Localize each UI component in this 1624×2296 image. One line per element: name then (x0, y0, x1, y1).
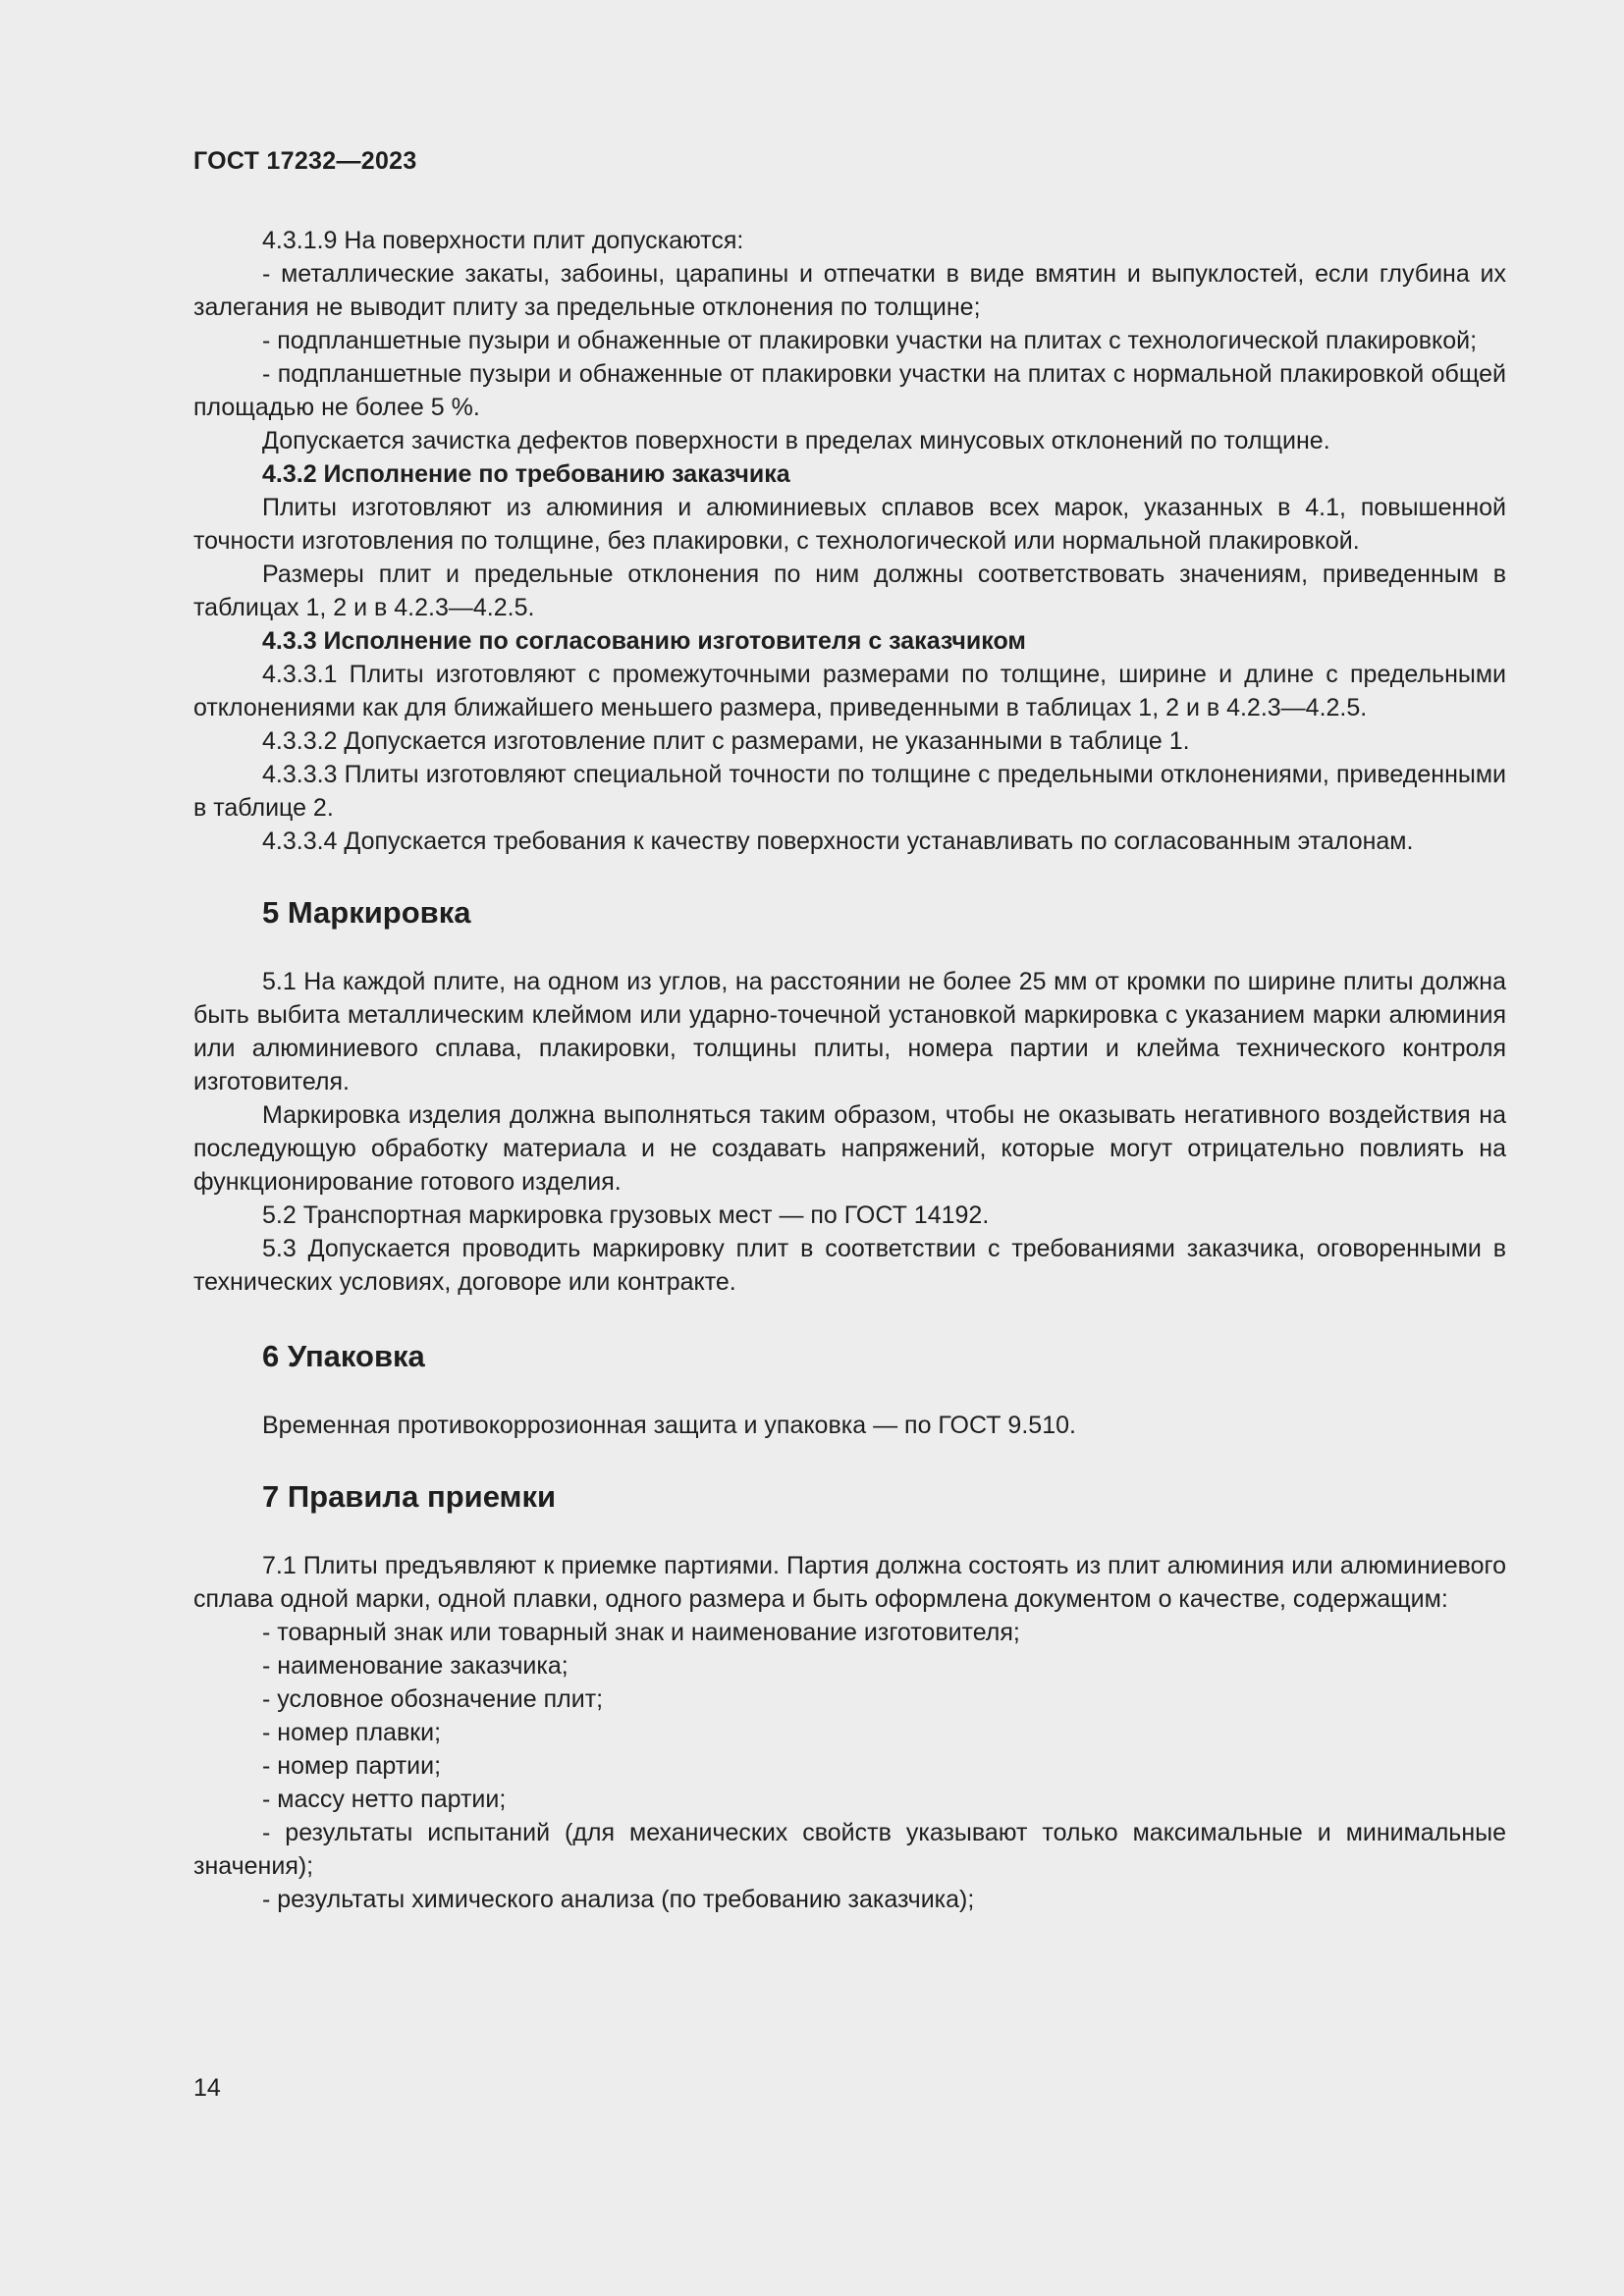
paragraph-4-3-3-1: 4.3.3.1 Плиты изготовляют с промежуточными размерами по толщине, ширине и длине с предельными отклонениями как для ближайшего меньшего размера, приведенными в таблицах 1, 2 и в 4.2.3—4.2.5. (193, 661, 1506, 721)
quality-document-list (193, 1616, 1506, 1916)
list-item: - металлические закаты, забоины, царапины и отпечатки в виде вмятин и выпуклостей, если глубина их залегания не выводит плиту за предельные отклонения по толщине; (193, 260, 1506, 321)
paragraph: Временная противокоррозионная защита и упаковка — по ГОСТ 9.510. (262, 1412, 1076, 1439)
paragraph-4-3-3-4: 4.3.3.4 Допускается требования к качеству поверхности устанавливать по согласованным эталонам. (262, 828, 1414, 855)
paragraph-5-3: 5.3 Допускается проводить маркировку плит в соответствии с требованиями заказчика, оговоренными в технических условиях, договоре или контракте. (193, 1235, 1506, 1296)
page-number: 14 (193, 2074, 221, 2102)
paragraph-5-1: 5.1 На каждой плите, на одном из углов, на расстоянии не более 25 мм от кромки по ширине плиты должна быть выбита металлическим клеймом или ударно-точечной установкой маркировка с указанием марки алюминия или алюминиевого сплава, плакировки, толщины плиты, номера партии и клейма технического контроля изготовителя. (193, 968, 1506, 1095)
paragraph: Маркировка изделия должна выполняться таким образом, чтобы не оказывать негативного воздействия на последующую обработку материала и не создавать напряжений, которые могут отрицательно повлиять на функционирование готового изделия. (193, 1101, 1506, 1196)
list-item: - подпланшетные пузыри и обнаженные от плакировки участки на плитах с нормальной плакировкой общей площадью не более 5 %. (193, 360, 1506, 421)
section-heading-7: 7 Правила приемки (262, 1479, 557, 1514)
paragraph-4-3-3-2: 4.3.3.2 Допускается изготовление плит с размерами, не указанными в таблице 1. (262, 727, 1190, 755)
paragraph: Размеры плит и предельные отклонения по ним должны соответствовать значениям, приведенным в таблицах 1, 2 и в 4.2.3—4.2.5. (193, 561, 1506, 621)
list-item: - товарный знак или товарный знак и наименование изготовителя; (262, 1619, 1020, 1646)
paragraph-4-3-1-9: 4.3.1.9 На поверхности плит допускаются: (262, 227, 744, 254)
subsection-heading-4-3-2: 4.3.2 Исполнение по требованию заказчика (262, 460, 790, 488)
list-item: - номер партии; (262, 1752, 442, 1780)
list-item: - подпланшетные пузыри и обнаженные от плакировки участки на плитах с технологической плакировкой; (262, 327, 1478, 354)
list-item: - результаты химического анализа (по требованию заказчика); (262, 1886, 975, 1913)
paragraph: Допускается зачистка дефектов поверхности в пределах минусовых отклонений по толщине. (262, 427, 1330, 454)
document-header: ГОСТ 17232—2023 (193, 147, 417, 175)
subsection-heading-4-3-3: 4.3.3 Исполнение по согласованию изготовителя с заказчиком (262, 627, 1026, 655)
paragraph-5-2: 5.2 Транспортная маркировка грузовых мест — по ГОСТ 14192. (262, 1201, 990, 1229)
list-item: - результаты испытаний (для механических свойств указывают только максимальные и минимальные значения); (193, 1819, 1506, 1880)
list-item: - номер плавки; (262, 1719, 442, 1746)
document-body (193, 224, 1506, 1916)
paragraph-4-3-3-3: 4.3.3.3 Плиты изготовляют специальной точности по толщине с предельными отклонениями, приведенными в таблице 2. (193, 761, 1506, 822)
list-item: - условное обозначение плит; (262, 1685, 604, 1713)
list-item: - наименование заказчика; (262, 1652, 568, 1680)
section-heading-6: 6 Упаковка (262, 1339, 425, 1373)
paragraph-7-1: 7.1 Плиты предъявляют к приемке партиями. Партия должна состоять из плит алюминия или алюминиевого сплава одной марки, одной плавки, одного размера и быть оформлена документом о качестве, содержащим: (193, 1552, 1506, 1613)
section-heading-5: 5 Маркировка (262, 895, 471, 930)
list-item: - массу нетто партии; (262, 1786, 507, 1813)
paragraph: Плиты изготовляют из алюминия и алюминиевых сплавов всех марок, указанных в 4.1, повышенной точности изготовления по толщине, без плакировки, с технологической или нормальной плакировкой. (193, 494, 1506, 555)
